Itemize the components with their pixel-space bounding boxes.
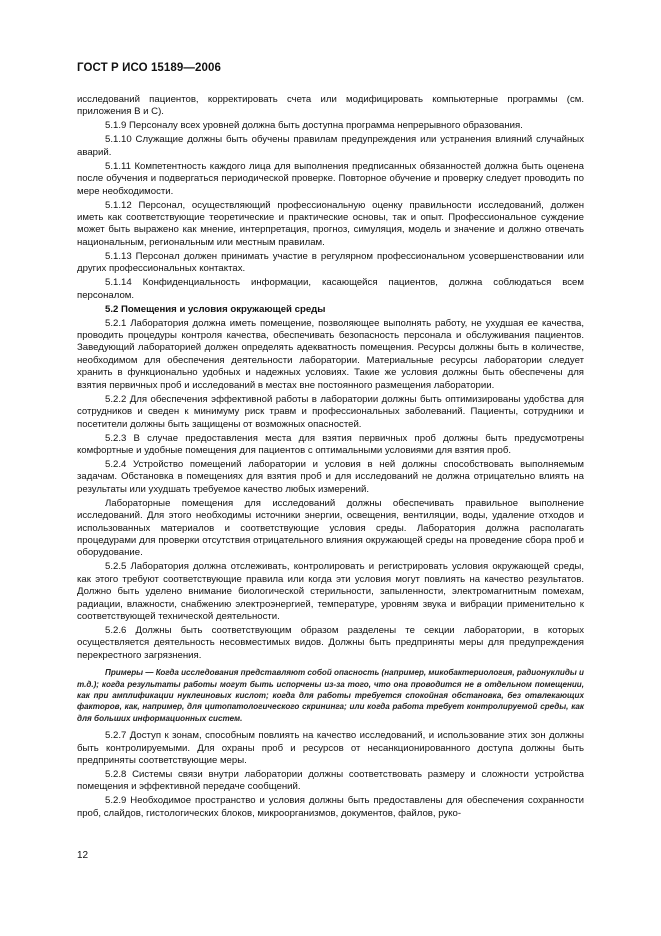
paragraph: 5.2.7 Доступ к зонам, способным повлиять на качество исследований, и использование этих зон должны быть контролируемыми. Для охраны проб и ресурсов от несанкционированного доступа должны быть предприняты соответствующие меры.	[77, 730, 584, 767]
section-heading: 5.2 Помещения и условия окружающей среды	[105, 303, 326, 315]
paragraph: 5.1.11 Компетентность каждого лица для выполнения предписанных обязанностей должна быть оценена после обучения и подвергаться периодической проверке. Повторное обучение и проверку следует проводить по мере необходимости.	[77, 160, 584, 197]
document-body	[77, 94, 584, 822]
page-header: ГОСТ Р ИСО 15189—2006	[77, 62, 222, 74]
paragraph: 5.2.3 В случае предоставления места для взятия первичных проб должны быть предусмотрены комфортные и удобные помещения для пациентов с оптимальными условиями для взятия проб.	[77, 432, 584, 456]
paragraph: 5.1.10 Служащие должны быть обучены правилам предупреждения или устранения влияний случайных аварий.	[77, 134, 584, 158]
paragraph: 5.2.1 Лаборатория должна иметь помещение, позволяющее выполнять работу, не ухудшая ее качества, проводить процедуры контроля качества, обеспечивать безопасность персонала и обслуживания пациентов. Заведующий лабораторией должен определять адекватность помещения. Ресурсы должны быть в количестве, необходимом для обеспечения деятельности лаборатории. Материальные ресурсы лаборатории следует хранить в функционально удобных и надежных условиях. Такие же условия должны быть обеспечены для взятия первичных проб и исследований в местах вне постоянного размещения лаборатории.	[77, 317, 584, 391]
page-number: 12	[77, 850, 89, 861]
paragraph: 5.2.4 Устройство помещений лаборатории и условия в ней должны способствовать выполняемым задачам. Обстановка в помещениях для взятия проб и для исследований не должна отрицательно влиять на результаты или ухудшать требуемое качество любых измерений.	[77, 458, 584, 495]
paragraph: исследований пациентов, корректировать счета или модифицировать компьютерные программы (см. приложения В и С).	[77, 94, 584, 118]
paragraph: 5.1.9 Персоналу всех уровней должна быть доступна программа непрерывного образования.	[105, 120, 523, 132]
paragraph: 5.1.12 Персонал, осуществляющий профессиональную оценку правильности исследований, должен иметь как соответствующие теоретические и практические основы, так и опыт. Профессиональное суждение может быть выражено как мнение, интерпретация, прогноз, симуляция, модель и значение и должно отвечать национальным, региональным или местным правилам.	[77, 199, 584, 248]
paragraph: 5.2.8 Системы связи внутри лаборатории должны соответствовать размеру и сложности устройства помещения и эффективной передаче сообщений.	[77, 769, 584, 793]
paragraph: 5.2.9 Необходимое пространство и условия должны быть предоставлены для обеспечения сохранности проб, слайдов, гистологических блоков, микроорганизмов, документов, файлов, руко-	[77, 795, 584, 819]
paragraph: 5.2.2 Для обеспечения эффективной работы в лаборатории должны быть оптимизированы удобства для сотрудников и сведен к минимуму риск травм и профессиональных заболеваний. Пациенты, сотрудники и посетители должны быть защищены от возможных опасностей.	[77, 393, 584, 430]
paragraph: 5.1.13 Персонал должен принимать участие в регулярном профессиональном усовершенствовании или других профессиональных контактах.	[77, 250, 584, 275]
examples-note: Примеры — Когда исследования представляют собой опасность (например, микобактериология, радионуклиды и т.д.); когда результаты работы могут быть испорчены из-за того, что она проводится не в отдельном помещении, как при амплификации нуклеиновых кислот; когда для работы требуется спокойная обстановка, без отвлекающих факторов, как, например, для цитопатологического скрининга; или когда работа требует контролируемой среды, как для больших информационных систем.	[77, 668, 584, 723]
paragraph: Лабораторные помещения для исследований должны обеспечивать правильное выполнение исследований. Для этого необходимы источники энергии, освещения, вентиляции, воды, удаление отходов и использованных материалов и соответствующие условия среды. Лаборатория должна располагать процедурами для проверки отсутствия отрицательного влияния окружающей среды на проведение сбора проб и оборудование.	[77, 497, 584, 559]
paragraph: 5.2.5 Лаборатория должна отслеживать, контролировать и регистрировать условия окружающей среды, как этого требуют соответствующие правила или когда эти условия могут повлиять на качество результатов. Должно быть уделено внимание биологической стерильности, запыленности, электромагнитным помехам, радиации, влажности, снабжению электроэнергией, температуре, уровням звука и вибрации применительно к соответствующей технической деятельности.	[77, 561, 584, 622]
paragraph: 5.2.6 Должны быть соответствующим образом разделены те секции лаборатории, в которых осуществляется деятельность несовместимых видов. Должны быть предприняты меры для предупреждения перекрестного загрязнения.	[77, 624, 584, 661]
paragraph: 5.1.14 Конфиденциальность информации, касающейся пациентов, должна соблюдаться всем персоналом.	[77, 277, 584, 301]
